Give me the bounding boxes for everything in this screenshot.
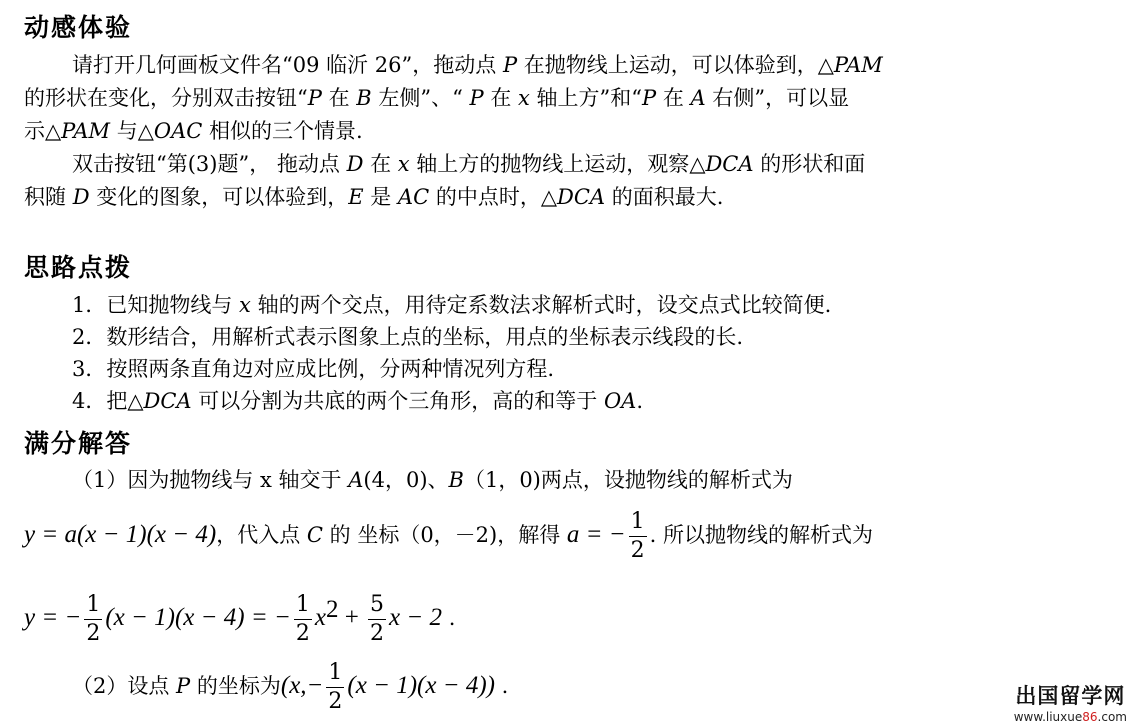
hint-item-1: 1．已知抛物线与 x 轴的两个交点，用待定系数法求解析式时，设交点式比较简便.	[72, 293, 832, 317]
paragraph-2-line-2: 积随 D 变化的图象，可以体验到，E 是 AC 的中点时，△DCA 的面积最大.	[24, 185, 724, 209]
hint-item-2: 2．数形结合，用解析式表示图象上点的坐标，用点的坐标表示线段的长.	[72, 325, 744, 349]
solution-line-4: （2）设点 P 的坐标为(x,− $\frac{1}{2}$ (x − 1)(x − 4)) .	[72, 660, 509, 714]
watermark-url: www.liuxue86.com	[1013, 710, 1127, 724]
solution-line-2: y = a(x − 1)(x − 4)，代入点 C 的 坐标（0，－2)，解得 a = − $\frac{1}{2}$ . 所以抛物线的解析式为	[24, 509, 874, 563]
section-title-hints: 思路点拨	[24, 253, 133, 282]
equation-factored-form: y = a(x − 1)(x − 4)	[24, 521, 217, 548]
fraction-one-half: $\frac{1}{2}$	[295, 592, 310, 646]
hint-item-4: 4．把△DCA 可以分割为共底的两个三角形，高的和等于 OA.	[72, 389, 644, 413]
paragraph-2-line-1: 双击按钮“第(3)题”， 拖动点 D 在 x 轴上方的抛物线上运动，观察△DCA 的形状和面	[72, 152, 866, 176]
solution-line-3: y = − $\frac{1}{2}$ (x − 1)(x − 4) = − $\frac{1}{2}$ $x^2$ + $\frac{5}{2}$ x − 2 .	[24, 592, 456, 646]
fraction-one-half: $\frac{1}{2}$	[328, 660, 343, 714]
section-title-experience: 动感体验	[24, 13, 133, 42]
fraction-five-halves: $\frac{5}{2}$	[370, 592, 385, 646]
solution-line-1: （1）因为抛物线与 x 轴交于 A(4，0)、B（1，0)两点，设抛物线的解析式为	[72, 468, 793, 492]
site-watermark	[1014, 680, 1127, 724]
paragraph-1-line-3: 示△PAM 与△OAC 相似的三个情景.	[24, 119, 363, 143]
hint-item-3: 3．按照两条直角边对应成比例，分两种情况列方程.	[72, 357, 555, 381]
fraction-one-half: $\frac{1}{2}$	[86, 592, 101, 646]
watermark-name: 出国留学网	[1015, 684, 1126, 708]
section-title-solution: 满分解答	[24, 429, 133, 458]
paragraph-1-line-2: 的形状在变化，分别双击按钮“P 在 B 左侧”、“ P 在 x 轴上方”和“P 在 A 右侧”，可以显	[24, 86, 850, 110]
paragraph-1-line-1: 请打开几何画板文件名“09 临沂 26”，拖动点 P 在抛物线上运动，可以体验到，△PAM	[72, 53, 883, 77]
fraction-one-half: $\frac{1}{2}$	[630, 509, 645, 563]
